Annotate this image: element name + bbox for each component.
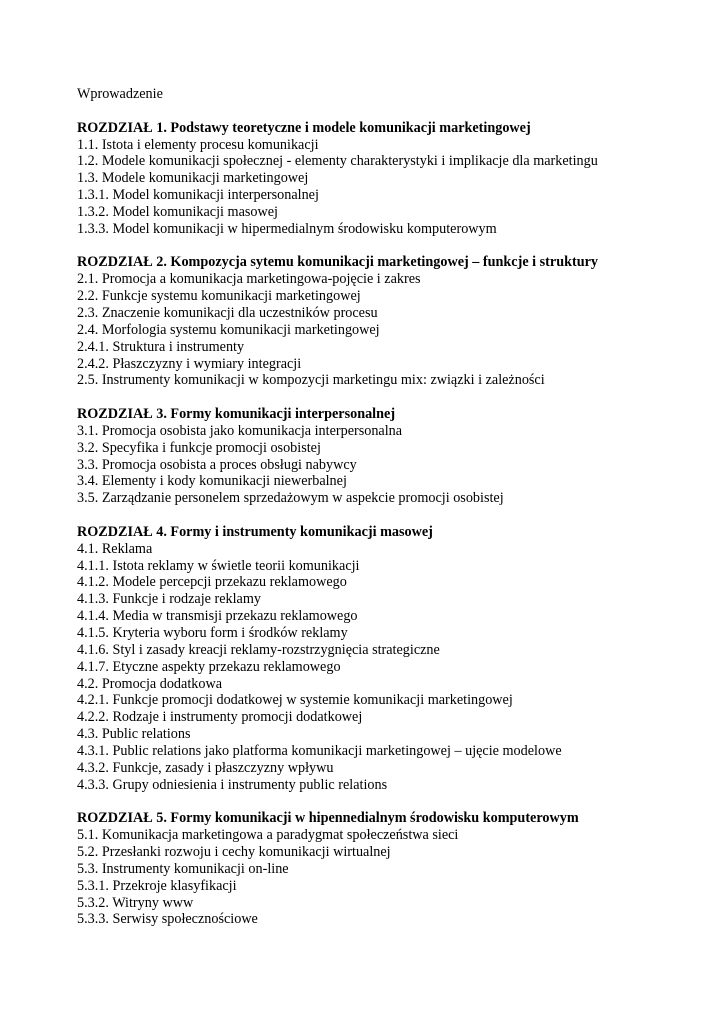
toc-entry: 5.2. Przesłanki rozwoju i cechy komunikacji wirtualnej — [77, 843, 391, 860]
toc-entry: 5.3.1. Przekroje klasyfikacji — [77, 877, 237, 894]
toc-entry: 4.1.6. Styl i zasady kreacji reklamy-rozstrzygnięcia strategiczne — [77, 641, 440, 658]
table-of-contents — [77, 86, 707, 945]
toc-entry: 1.3. Modele komunikacji marketingowej — [77, 170, 309, 187]
toc-entry: 1.3.1. Model komunikacji interpersonalnej — [77, 187, 319, 204]
toc-entry: 4.2.2. Rodzaje i instrumenty promocji dodatkowej — [77, 709, 363, 726]
toc-entry: 4.2. Promocja dodatkowa — [77, 675, 222, 692]
toc-entry: 1.3.3. Model komunikacji w hipermedialnym środowisku komputerowym — [77, 220, 497, 237]
intro-heading: Wprowadzenie — [77, 86, 163, 102]
toc-entry: 1.1. Istota i elementy procesu komunikacji — [77, 136, 319, 153]
toc-entry: 4.3.3. Grupy odniesienia i instrumenty public relations — [77, 776, 388, 793]
chapter-list — [77, 120, 707, 929]
toc-entry: 2.4.2. Płaszczyzny i wymiary integracji — [77, 355, 302, 372]
toc-entry: 4.1.3. Funkcje i rodzaje reklamy — [77, 591, 261, 608]
toc-entry: 5.1. Komunikacja marketingowa a paradygmat społeczeństwa sieci — [77, 827, 459, 844]
chapter-title: ROZDZIAŁ 5. Formy komunikacji w hipennedialnym środowisku komputerowym — [77, 810, 579, 827]
chapter-section — [77, 406, 707, 507]
chapter-section — [77, 810, 707, 928]
toc-entry: 2.5. Instrumenty komunikacji w kompozycji marketingu mix: związki i zależności — [77, 372, 545, 389]
chapter-section — [77, 120, 707, 238]
toc-entry: 4.3.1. Public relations jako platforma komunikacji marketingowej – ujęcie modelowe — [77, 742, 562, 759]
chapter-section — [77, 524, 707, 794]
toc-entry: 4.2.1. Funkcje promocji dodatkowej w systemie komunikacji marketingowej — [77, 692, 513, 709]
toc-entry: 4.1.5. Kryteria wyboru form i środków reklamy — [77, 625, 348, 641]
toc-entry: 4.1.7. Etyczne aspekty przekazu reklamowego — [77, 658, 341, 675]
toc-entry: 4.1.1. Istota reklamy w świetle teorii komunikacji — [77, 557, 360, 574]
toc-entry: 5.3. Instrumenty komunikacji on-line — [77, 860, 289, 877]
toc-entry: 5.3.3. Serwisy społecznościowe — [77, 911, 258, 928]
toc-entry: 1.2. Modele komunikacji społecznej - elementy charakterystyki i implikacje dla marketingu — [77, 153, 598, 170]
toc-entry: 4.1.2. Modele percepcji przekazu reklamowego — [77, 574, 347, 591]
chapter-title: ROZDZIAŁ 1. Podstawy teoretyczne i modele komunikacji marketingowej — [77, 119, 531, 136]
chapter-title: ROZDZIAŁ 2. Kompozycja sytemu komunikacji marketingowej – funkcje i struktury — [77, 254, 598, 271]
toc-entry: 4.1. Reklama — [77, 540, 153, 557]
toc-entry: 2.4.1. Struktura i instrumenty — [77, 338, 245, 355]
toc-entry: 3.3. Promocja osobista a proces obsługi nabywcy — [77, 456, 357, 473]
toc-entry: 2.3. Znaczenie komunikacji dla uczestników procesu — [77, 304, 378, 321]
toc-entry: 4.1.4. Media w transmisji przekazu reklamowego — [77, 608, 358, 625]
toc-entry: 2.4. Morfologia systemu komunikacji marketingowej — [77, 321, 380, 338]
toc-entry: 3.2. Specyfika i funkcje promocji osobistej — [77, 439, 321, 456]
toc-entry: 3.1. Promocja osobista jako komunikacja interpersonalna — [77, 422, 403, 439]
chapter-title: ROZDZIAŁ 3. Formy komunikacji interpersonalnej — [77, 406, 396, 423]
toc-entry: 3.4. Elementy i kody komunikacji niewerbalnej — [77, 473, 347, 490]
toc-entry: 2.2. Funkcje systemu komunikacji marketingowej — [77, 288, 361, 305]
toc-entry: 1.3.2. Model komunikacji masowej — [77, 203, 278, 220]
chapter-section — [77, 254, 707, 389]
toc-entry: 5.3.2. Witryny www — [77, 894, 194, 911]
chapter-title: ROZDZIAŁ 4. Formy i instrumenty komunikacji masowej — [77, 523, 433, 540]
toc-entry: 3.5. Zarządzanie personelem sprzedażowym w aspekcie promocji osobistej — [77, 490, 504, 507]
toc-entry: 4.3.2. Funkcje, zasady i płaszczyzny wpływu — [77, 759, 334, 776]
toc-entry: 2.1. Promocja a komunikacja marketingowa-pojęcie i zakres — [77, 271, 421, 288]
toc-entry: 4.3. Public relations — [77, 726, 191, 743]
